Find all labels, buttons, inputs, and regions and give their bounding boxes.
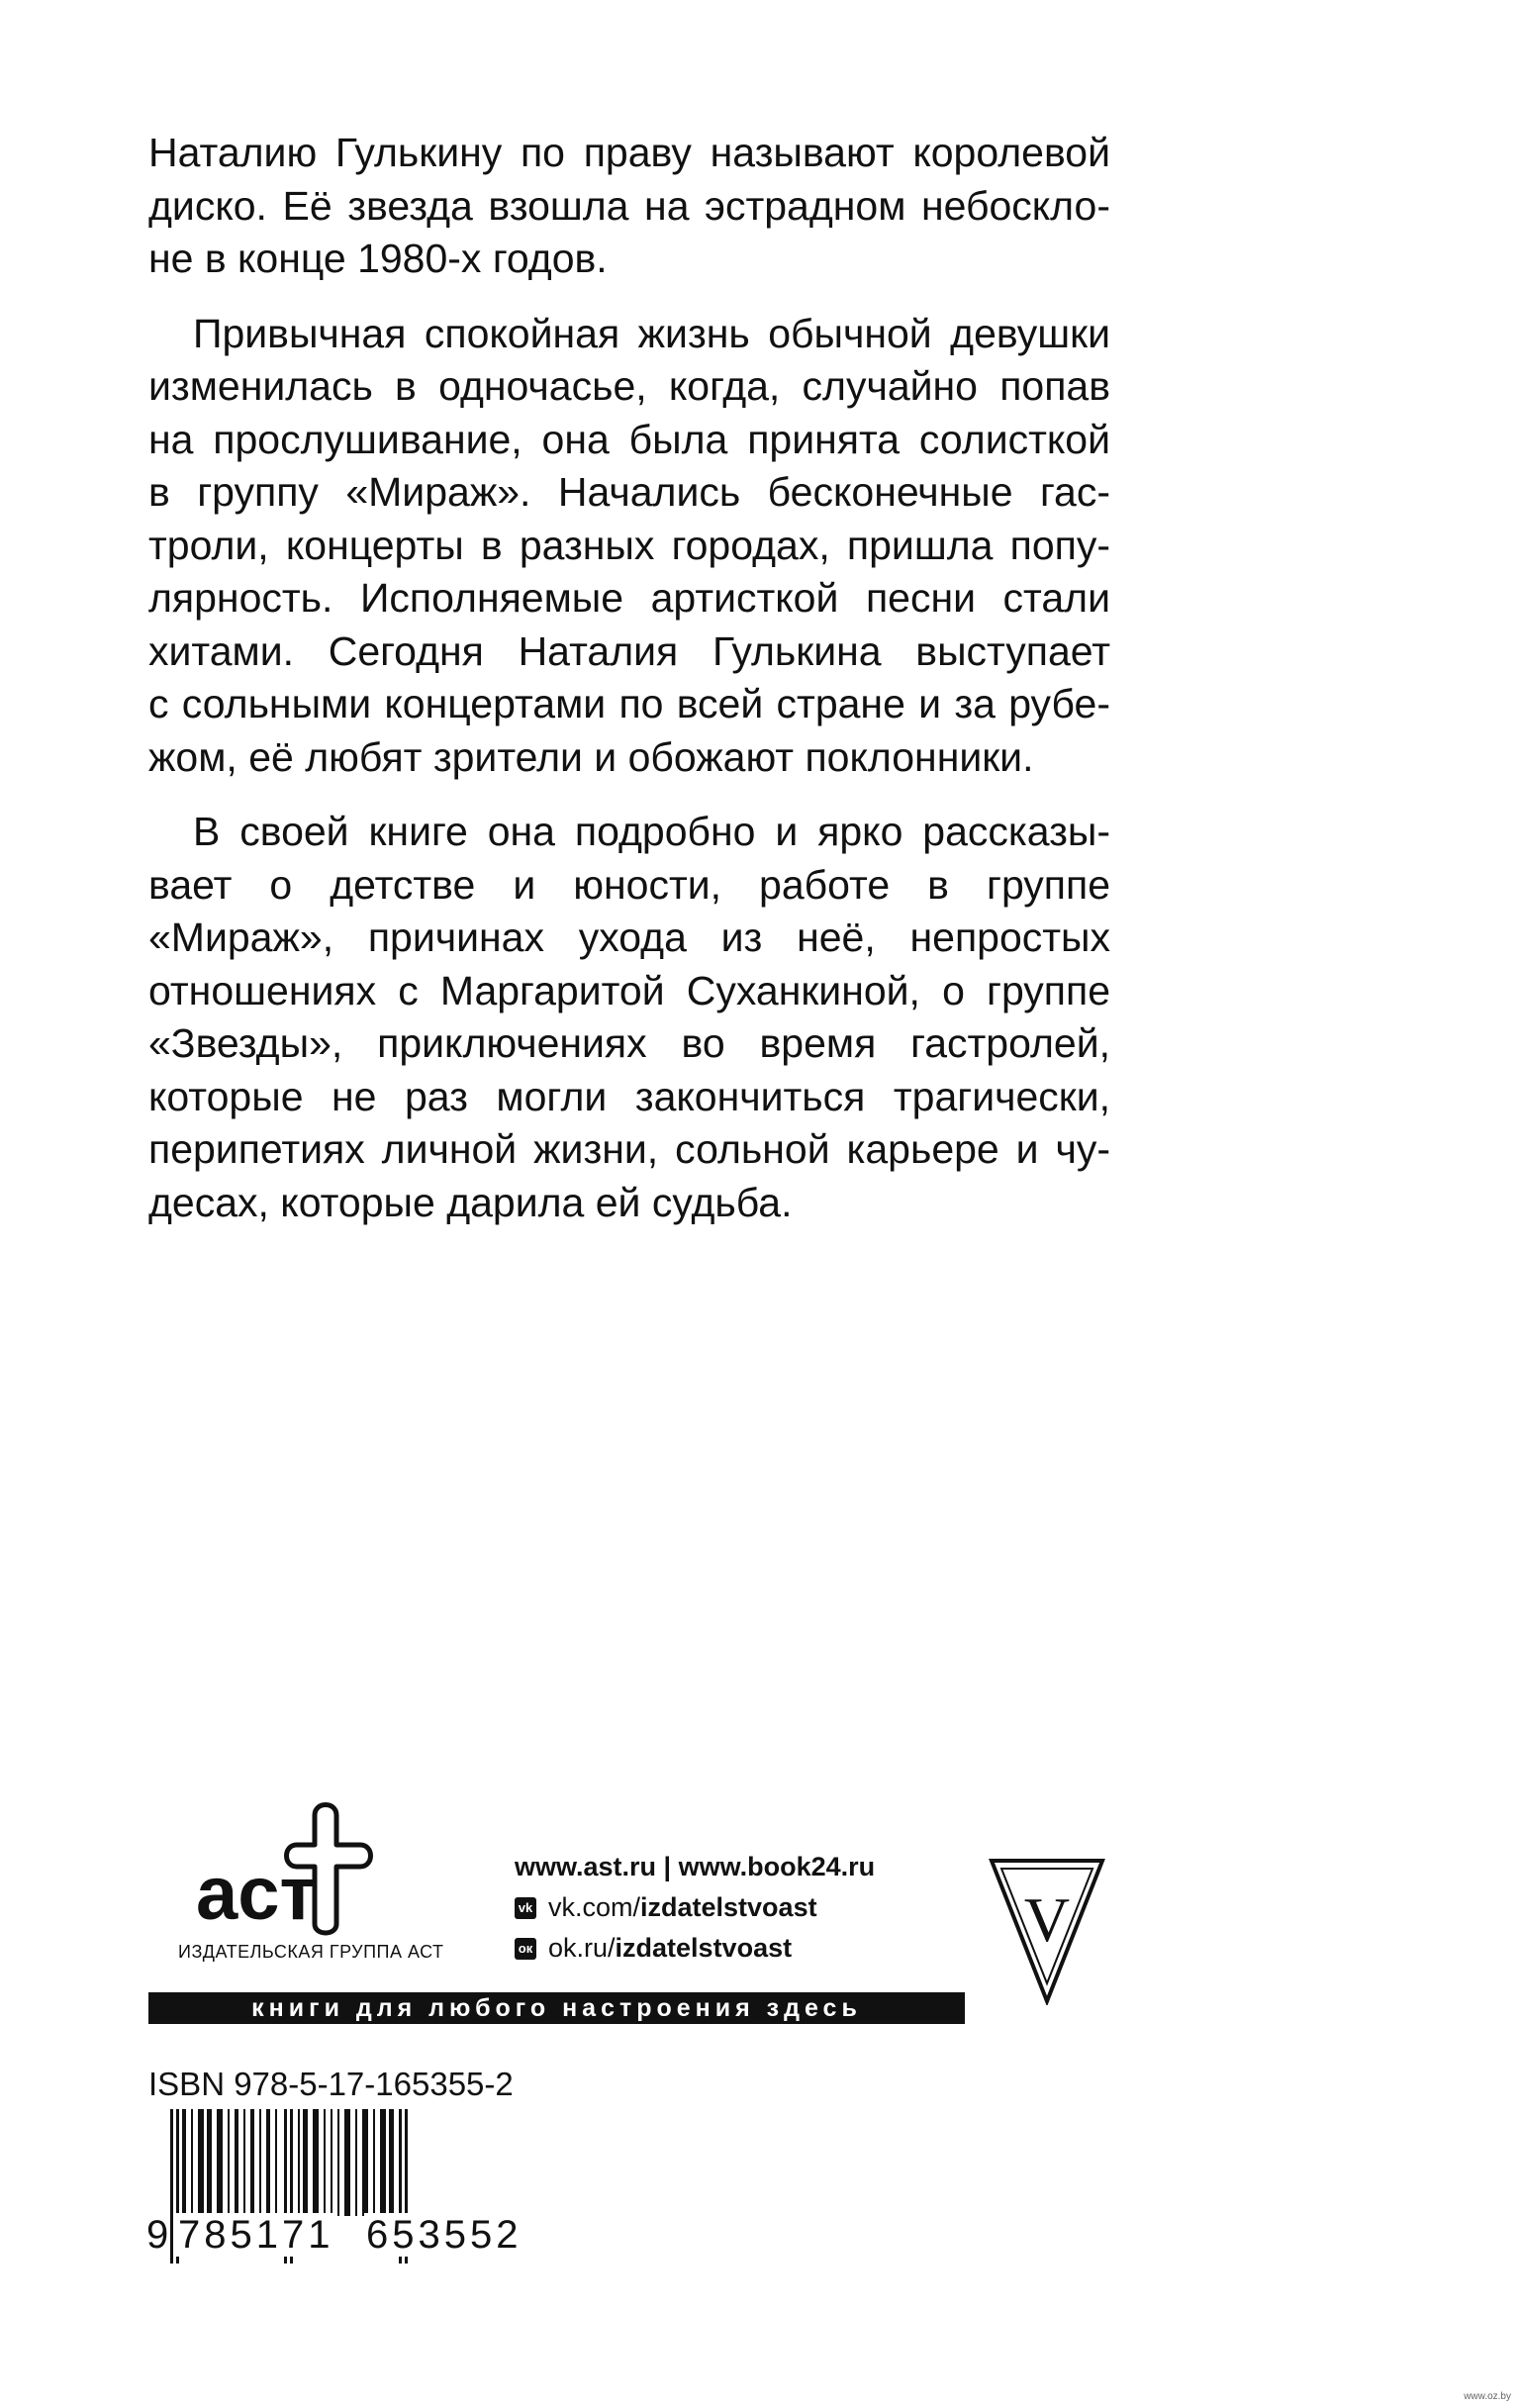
barcode-bar [362,2109,368,2216]
text-line: «Мираж», причинах ухода из неё, непростых [148,915,1110,960]
barcode-bar [243,2109,245,2216]
text-line: отношениях с Маргаритой Суханкиной, о группе [148,967,1110,1013]
ok-prefix: ok.ru/ [548,1933,616,1963]
text-line: хитами. Сегодня Наталия Гулькина выступает [148,627,1110,674]
barcode-bar [344,2109,350,2216]
watermark: www.oz.by [1464,2391,1511,2402]
odnoklassniki-icon: ок [515,1938,536,1960]
text-line: Наталию Гулькину по праву называют королевой [148,130,1110,175]
publisher-subtitle: ИЗДАТЕЛЬСКАЯ ГРУППА АСТ [178,1942,444,1962]
barcode-bar [313,2109,319,2216]
text-line: троли, концерты в разных городах, пришла попу- [148,522,1110,568]
barcode-bar [373,2109,375,2216]
barcode-bar [303,2109,308,2216]
publisher-tagline: книги для любого настроения здесь [148,1992,965,2024]
v-emblem-icon [988,1857,1106,2005]
text-line: которые не раз могли закончиться трагически, [148,1073,1110,1119]
text-line: на прослушивание, она была принята солисткой [148,416,1110,462]
barcode-bar [207,2109,212,2216]
barcode-bar [259,2109,261,2216]
text-line: в группу «Мираж». Начались бесконечные гас- [148,469,1110,515]
text-line: перипетиях личной жизни, сольной карьере и чу- [148,1126,1110,1172]
text-line: изменилась в одночасье, когда, случайно попав [148,363,1110,409]
description-paragraph-3 [148,806,1110,1229]
barcode-bar [182,2109,186,2216]
vk-handle: izdatelstvoast [640,1892,817,1922]
text-line: диско. Её звезда взошла на эстрадном небоскло- [148,182,1110,229]
text-line: жом, её любят зрители и обожают поклонники. [148,733,1034,780]
description-paragraph-1 [148,127,1110,286]
ast-logo-text: аст [196,1852,317,1936]
barcode-bar [355,2109,357,2216]
text-line: не в конце 1980-х годов. [148,236,608,281]
description-paragraph-2 [148,308,1110,785]
barcode-bar [235,2109,238,2216]
barcode-bar [324,2109,326,2216]
text-line: В своей книге она подробно и ярко рассказы- [193,809,1110,854]
barcode-bar [228,2109,230,2216]
barcode-bar [198,2109,204,2216]
barcode-digits-left: 785171 [178,2213,334,2257]
barcode-digits-right: 653552 [366,2213,522,2257]
publisher-block [148,1797,970,1966]
ast-logo-mark [148,1797,445,1946]
barcode-bar [250,2109,254,2216]
barcode-bar [191,2109,193,2216]
barcode-bar [217,2109,223,2216]
text-line: вает о детстве и юности, работе в группе [148,861,1110,908]
vk-prefix: vk.com/ [548,1892,641,1922]
text-line: с сольными концертами по всей стране и за рубе- [148,681,1110,726]
barcode-bar [380,2109,386,2216]
text-line: Привычная спокойная жизнь обычной девушки [193,310,1110,356]
barcode-bar [266,2109,270,2216]
barcode-bar [275,2109,277,2216]
isbn-label: ISBN 978-5-17-165355-2 [148,2066,514,2102]
text-line: лярность. Исполняемые артисткой песни стали [148,575,1110,621]
publisher-links [515,1847,875,1969]
text-line: «Звезды», приключениях во время гастролей, [148,1020,1110,1066]
vk-link[interactable] [515,1887,875,1928]
barcode-bar [331,2109,332,2216]
ok-handle: izdatelstvoast [615,1933,793,1963]
emblem-letter: V [1023,1884,1071,1955]
text-line: десах, которые дарила ей судьба. [148,1179,793,1225]
book-description [148,127,1110,1251]
barcode-bar [337,2109,339,2216]
barcode-bar [298,2109,300,2216]
barcode-bar [389,2109,394,2216]
barcode-bar [170,2109,173,2264]
website-links[interactable]: www.ast.ru | www.book24.ru [515,1852,876,1881]
ast-logo [148,1797,445,1966]
ok-link[interactable] [515,1928,875,1969]
barcode-digit-first: 9 [146,2213,169,2257]
vk-icon: vk [515,1897,536,1919]
